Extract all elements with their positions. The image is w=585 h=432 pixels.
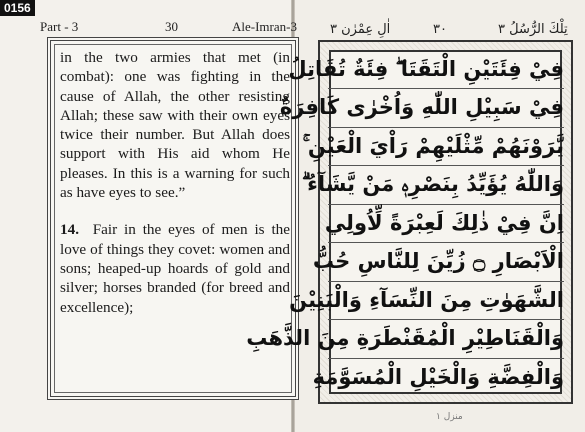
- translation-text: [60, 48, 290, 317]
- page-id-badge: 0156: [0, 0, 35, 16]
- paragraph-2: [60, 220, 290, 316]
- quran-line: وَالْفِضَّةِ وَالْخَيْلِ الْمُسَوَّمَةِ: [312, 364, 564, 389]
- quran-line: فِيْ فِئَتَيْنِ الْتَقَتَا ۖ فِئَةٌ تُقَاتِلُ: [328, 50, 564, 89]
- arabic-page-number: ٣٠: [433, 22, 447, 37]
- juz-label: تِلْكَ الرُّسُلُ ٣: [498, 22, 568, 37]
- paragraph-2-text: Fair in the eyes of men is the love of things they covet: women and sons; heaped-up hoards of gold and silver; horses branded (for breed and excellence);: [60, 221, 290, 316]
- paragraph-1-text: in the two armies that met (in combat): one was fighting in the cause of Allah, the other resisting Allah; these saw with their own eyes twice their number. But Allah does support with His aid whom He pleases. In this is a warning for such as have eyes to see.”: [60, 49, 290, 202]
- page-number: 30: [165, 19, 178, 34]
- manzil-footer: منزل ١: [436, 412, 463, 422]
- quran-line: وَالْقَنَاطِيْرِ الْمُقَنْطَرَةِ مِنَ الذَّهَبِ: [328, 319, 564, 358]
- quran-line: يَّرَوْنَهُمْ مِّثْلَيْهِمْ رَاْيَ الْعَيْنِ ۚ: [328, 127, 564, 166]
- quran-line: الشَّهَوٰتِ مِنَ النِّسَآءِ وَالْبَنِيْنَ: [328, 281, 564, 320]
- quran-line: وَاللّٰهُ يُؤَيِّدُ بِنَصْرِهٖ مَنْ يَّشَآءُ ۗ: [328, 165, 564, 204]
- quran-line: اِنَّ فِيْ ذٰلِكَ لَعِبْرَةً لِّاُولِي: [328, 204, 564, 243]
- arabic-surah-label: اٰلِ عِمْرٰن ٣: [330, 22, 391, 37]
- quran-line: فِيْ سَبِيْلِ اللّٰهِ وَاُخْرٰى كَافِرَةٌ: [328, 88, 564, 127]
- quran-line: الْاَبْصَارِ ۝ زُيِّنَ لِلنَّاسِ حُبُّ: [328, 242, 564, 281]
- part-label: Part - 3: [40, 19, 79, 34]
- paragraph-1: [60, 48, 290, 202]
- surah-label: Ale-Imran-3: [232, 19, 297, 34]
- verse-number: 14.: [60, 221, 79, 239]
